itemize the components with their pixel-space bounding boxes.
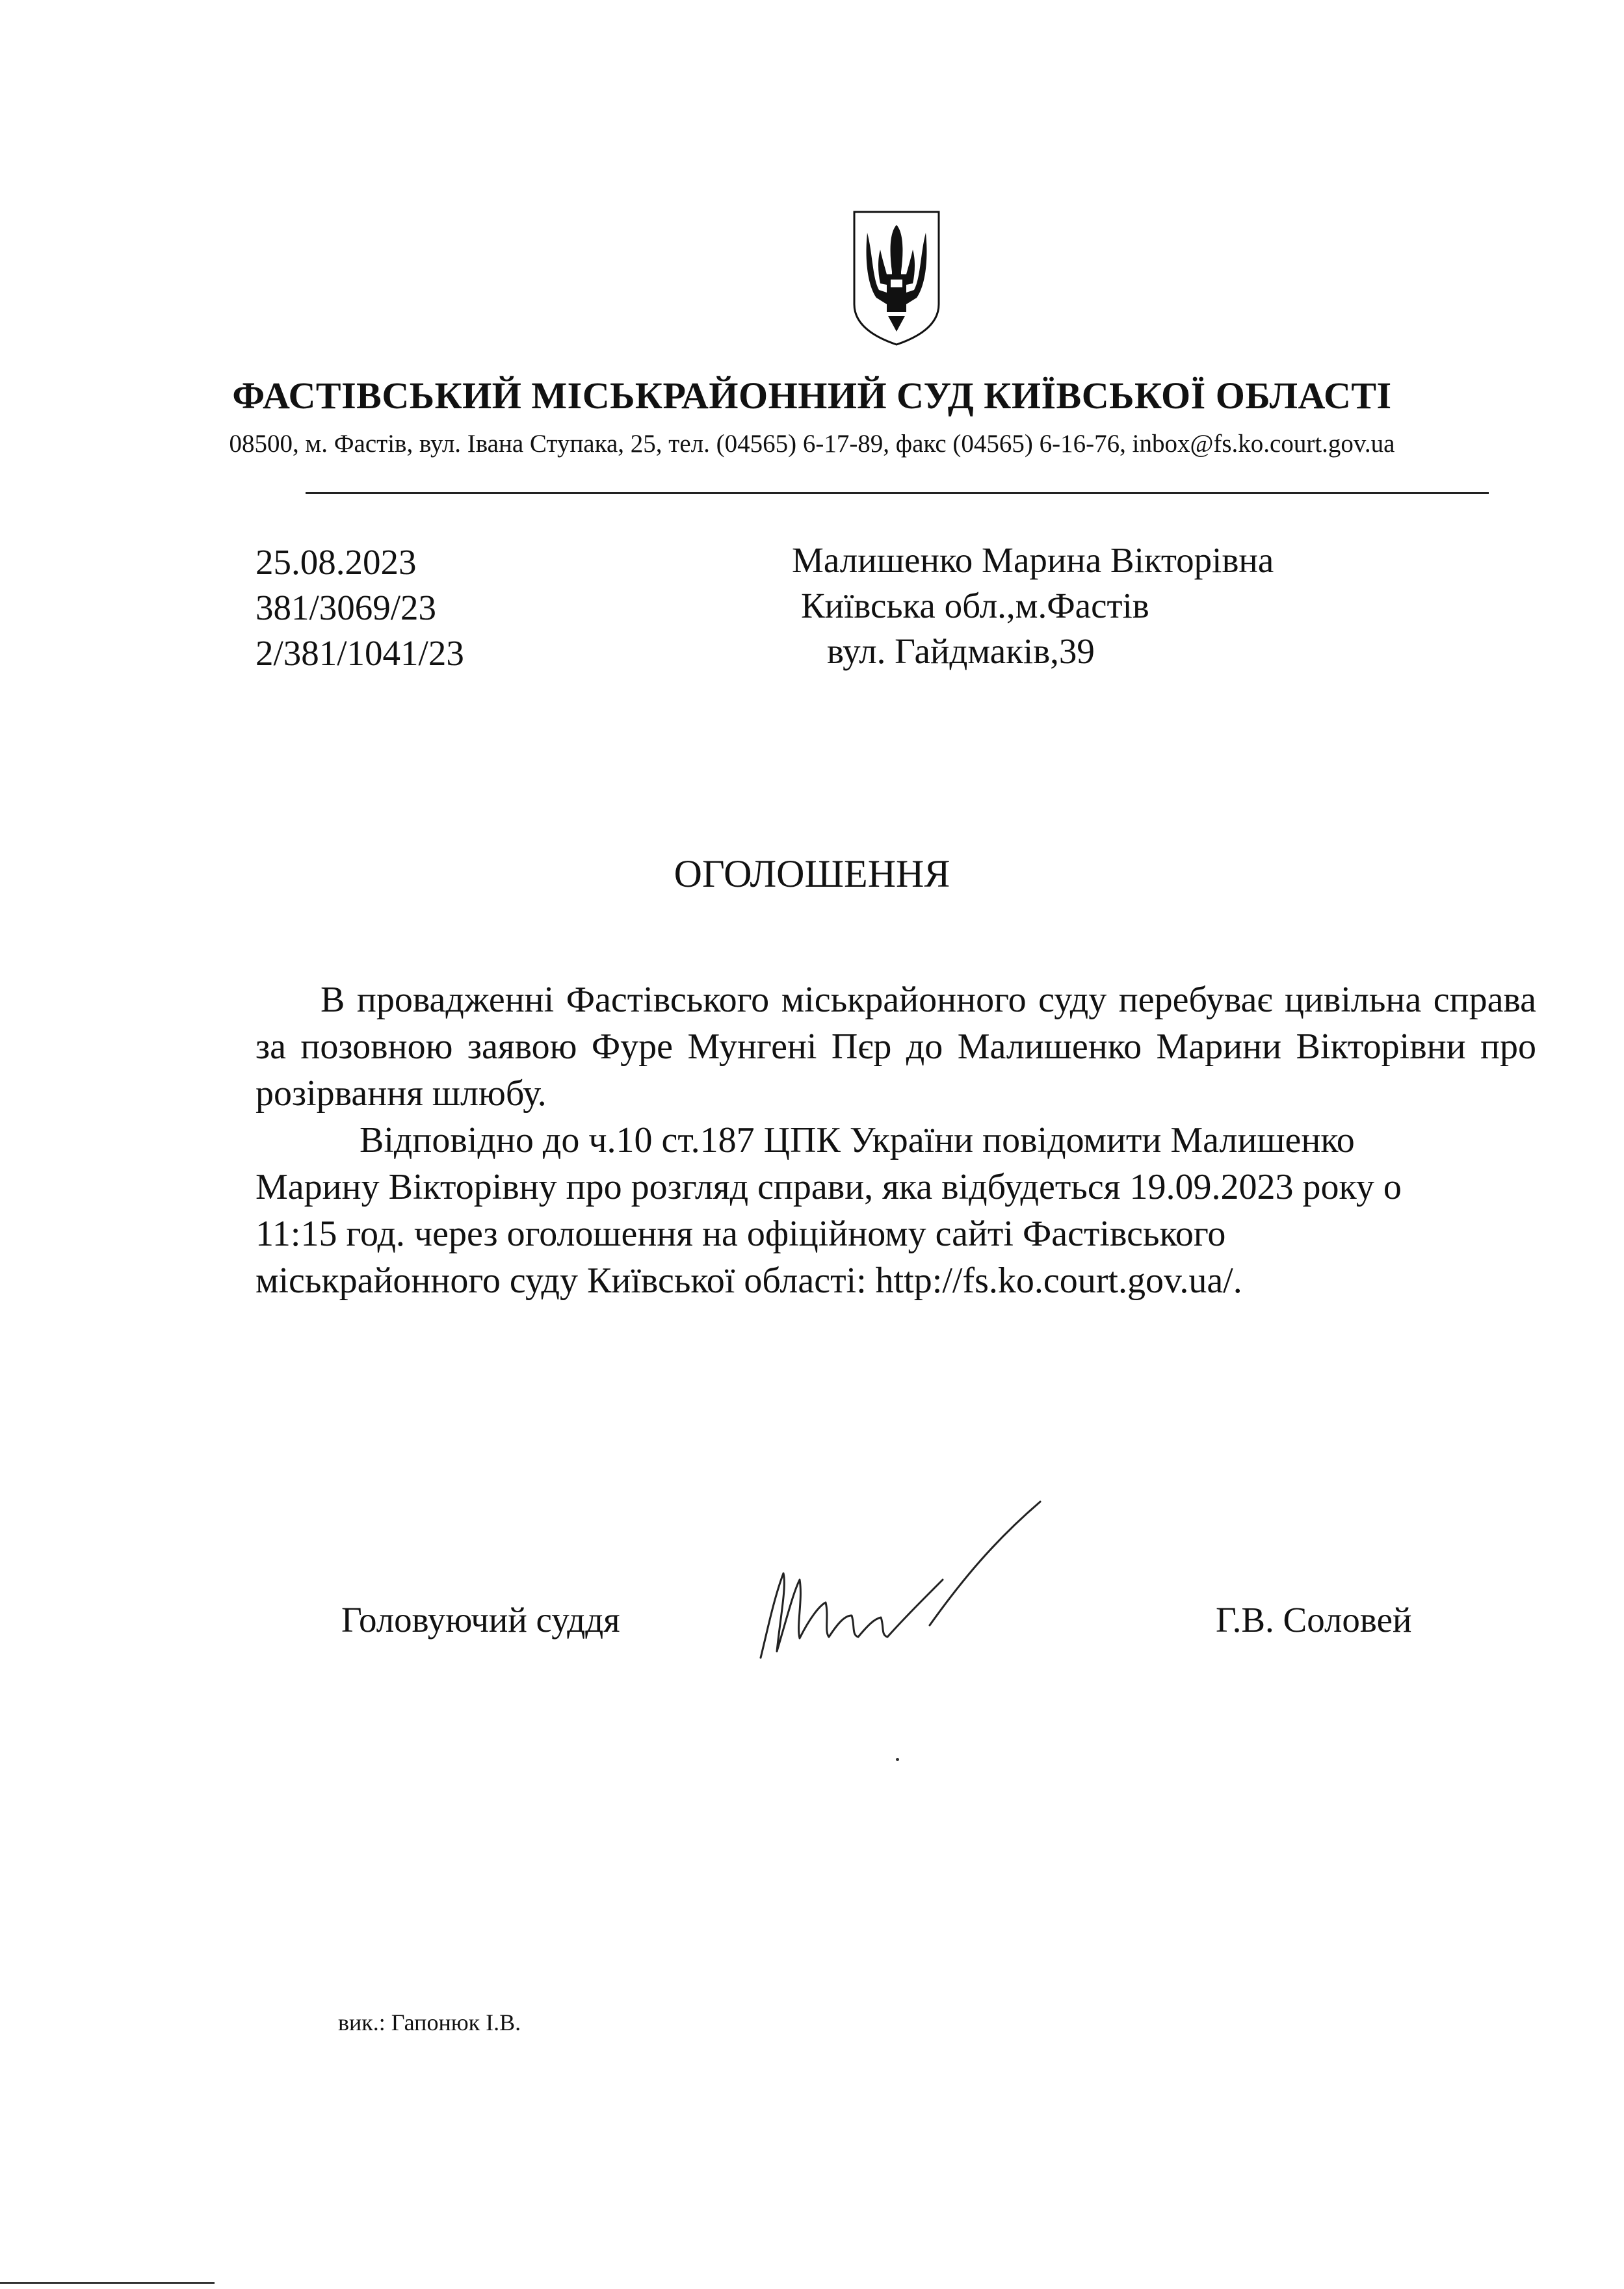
footer-divider (0, 2282, 215, 2284)
trident-coat-of-arms-icon (850, 207, 943, 347)
document-title: ОГОЛОШЕННЯ (674, 852, 950, 895)
document-meta (255, 540, 464, 676)
document-date: 25.08.2023 (255, 542, 417, 582)
body-paragraph-1: В провадженні Фастівського міськрайонного суду перебуває цивільна справа за позовною заявою Фуре Мунгені Пєр до Малишенко Марини Вікторівни про розірвання шлюбу. (255, 980, 1536, 1114)
body-paragraph-2-line: 11:15 год. через оголошення на офіційному сайті Фастівського (255, 1214, 1226, 1254)
handwritten-signature-icon (748, 1489, 1086, 1684)
body-paragraph-2-line: міськрайонного суду Київської області: http://fs.ko.court.gov.ua/. (255, 1261, 1242, 1301)
header-divider (306, 492, 1489, 494)
court-name: ФАСТІВСЬКИЙ МІСЬКРАЙОННИЙ СУД КИЇВСЬКОЇ ОБЛАСТІ (232, 374, 1392, 417)
recipient-street: вул. Гайдмаків,39 (827, 631, 1095, 671)
signatory-role: Головуючий суддя (341, 1600, 620, 1640)
case-number: 2/381/1041/23 (255, 633, 464, 673)
recipient-region-city: Київська обл.,м.Фастів (801, 586, 1149, 625)
outgoing-number: 381/3069/23 (255, 588, 437, 627)
recipient-name: Малишенко Марина Вікторівна (792, 540, 1274, 580)
executor-note: вик.: Гапонюк І.В. (338, 2009, 521, 2035)
body-paragraph-2-line: Відповідно до ч.10 ст.187 ЦПК України повідомити Малишенко (360, 1120, 1355, 1160)
signatory-name: Г.В. Соловей (1216, 1600, 1412, 1640)
body-paragraph-2-line: Марину Вікторівну про розгляд справи, яка відбудеться 19.09.2023 року о (255, 1167, 1402, 1207)
body-paragraph-2 (255, 1117, 1536, 1304)
scan-speck (896, 1758, 899, 1761)
court-address: 08500, м. Фастів, вул. Івана Ступака, 25, тел. (04565) 6-17-89, факс (04565) 6-16-76, inbox@fs.ko.court.gov.ua (229, 430, 1395, 458)
